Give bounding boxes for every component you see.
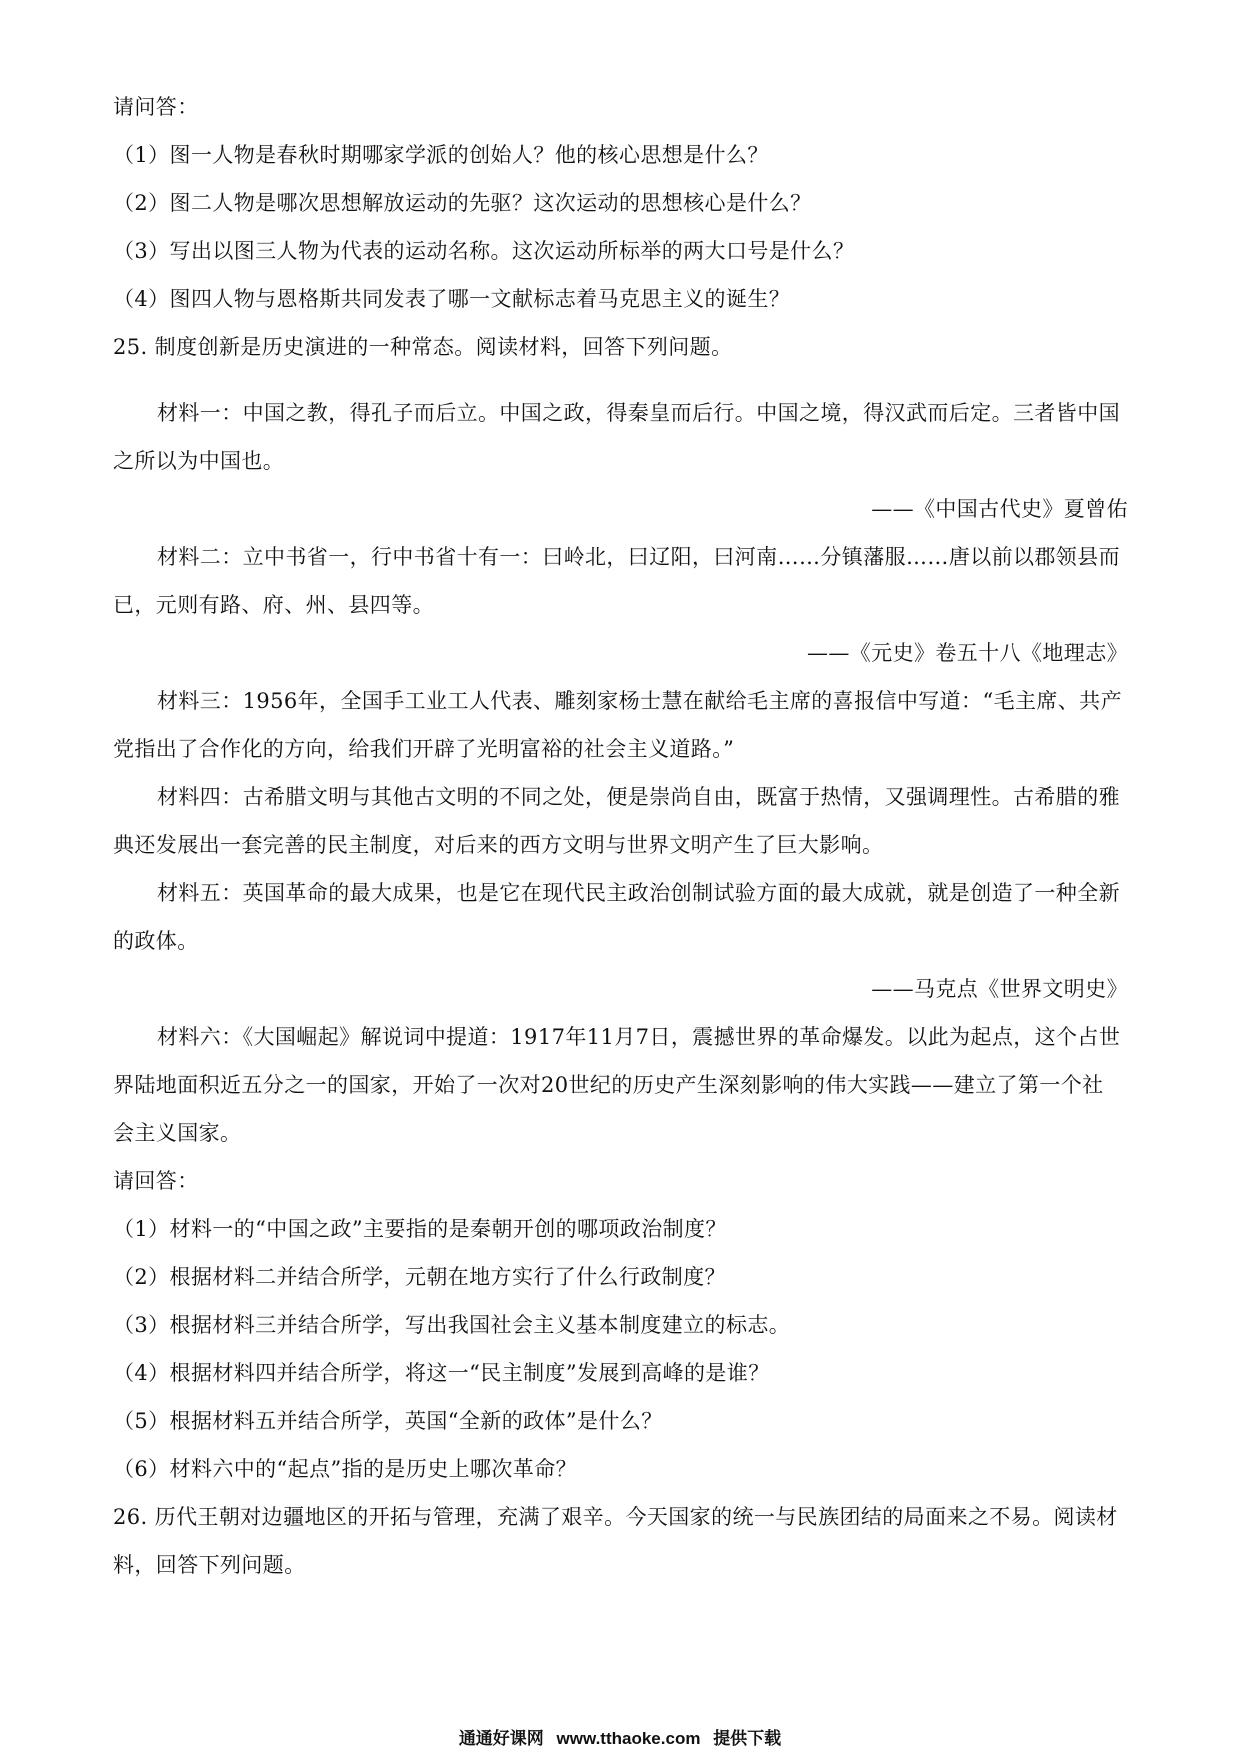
q25-item-6: （6）材料六中的“起点”指的是历史上哪次革命？ — [113, 1457, 578, 1481]
q25-material-6-line-2: 界陆地面积近五分之一的国家，开始了一次对20世纪的历史产生深刻影响的伟大实践——建立了第一个社 — [113, 1073, 1104, 1097]
q25-material-6-line-3: 会主义国家。 — [113, 1121, 242, 1145]
q24-item-2: （2）图二人物是哪次思想解放运动的先驱？这次运动的思想核心是什么？ — [113, 191, 812, 215]
q25-material-1-source: ——《中国古代史》夏曾佑 — [871, 497, 1128, 521]
q25-prompt: 请回答： — [113, 1169, 199, 1193]
q25-material-3-line-1: 材料三：1956年，全国手工业工人代表、雕刻家杨士慧在献给毛主席的喜报信中写道：“毛主席、共产 — [157, 689, 1122, 713]
q25-item-3: （3）根据材料三并结合所学，写出我国社会主义基本制度建立的标志。 — [113, 1313, 791, 1337]
footer-suffix: 提供下载 — [713, 1729, 782, 1748]
q24-item-4: （4）图四人物与恩格斯共同发表了哪一文献标志着马克思主义的诞生？ — [113, 287, 791, 311]
q25-material-4-line-2: 典还发展出一套完善的民主制度，对后来的西方文明与世界文明产生了巨大影响。 — [113, 833, 884, 857]
page-footer — [0, 1724, 1240, 1749]
q25-item-2: （2）根据材料二并结合所学，元朝在地方实行了什么行政制度？ — [113, 1265, 726, 1289]
q25-material-3-line-2: 党指出了合作化的方向，给我们开辟了光明富裕的社会主义道路。” — [113, 737, 735, 761]
q25-material-4-line-1: 材料四：古希腊文明与其他古文明的不同之处，便是崇尚自由，既富于热情，又强调理性。古希腊的雅 — [157, 785, 1120, 809]
q24-prompt: 请问答： — [113, 95, 199, 119]
q25-material-1-line-2: 之所以为中国也。 — [113, 449, 285, 473]
q25-item-5: （5）根据材料五并结合所学，英国“全新的政体”是什么？ — [113, 1409, 663, 1433]
q25-material-2-source: ——《元史》卷五十八《地理志》 — [807, 641, 1128, 665]
q24-item-1: （1）图一人物是春秋时期哪家学派的创始人？他的核心思想是什么？ — [113, 143, 769, 167]
q26-stem-line-2: 料，回答下列问题。 — [113, 1553, 306, 1577]
q25-material-6-line-1: 材料六：《大国崛起》解说词中提道：1917年11月7日，震撼世界的革命爆发。以此为起点，这个占世 — [157, 1025, 1121, 1049]
footer-url[interactable]: www.tthaoke.com — [556, 1729, 701, 1748]
q24-item-3: （3）写出以图三人物为代表的运动名称。这次运动所标举的两大口号是什么？ — [113, 239, 855, 263]
q25-stem: 25. 制度创新是历史演进的一种常态。阅读材料，回答下列问题。 — [113, 335, 733, 359]
q25-item-1: （1）材料一的“中国之政”主要指的是秦朝开创的哪项政治制度？ — [113, 1217, 727, 1241]
q25-material-5-source: ——马克点《世界文明史》 — [871, 977, 1128, 1001]
q25-material-2-line-1: 材料二：立中书省一，行中书省十有一：曰岭北，曰辽阳，曰河南……分镇藩服……唐以前以郡领县而 — [157, 545, 1120, 569]
footer-site-name: 通通好课网 — [458, 1729, 544, 1748]
q25-material-5-line-2: 的政体。 — [113, 929, 199, 953]
q25-material-1-line-1: 材料一：中国之教，得孔子而后立。中国之政，得秦皇而后行。中国之境，得汉武而后定。三者皆中国 — [157, 401, 1120, 425]
q25-material-2-line-2: 已，元则有路、府、州、县四等。 — [113, 593, 434, 617]
q25-material-5-line-1: 材料五：英国革命的最大成果，也是它在现代民主政治创制试验方面的最大成就，就是创造了一种全新 — [157, 881, 1120, 905]
q25-item-4: （4）根据材料四并结合所学，将这一“民主制度”发展到高峰的是谁？ — [113, 1361, 770, 1385]
q26-stem-line-1: 26. 历代王朝对边疆地区的开拓与管理，充满了艰辛。今天国家的统一与民族团结的局面来之不易。阅读材 — [113, 1505, 1118, 1529]
